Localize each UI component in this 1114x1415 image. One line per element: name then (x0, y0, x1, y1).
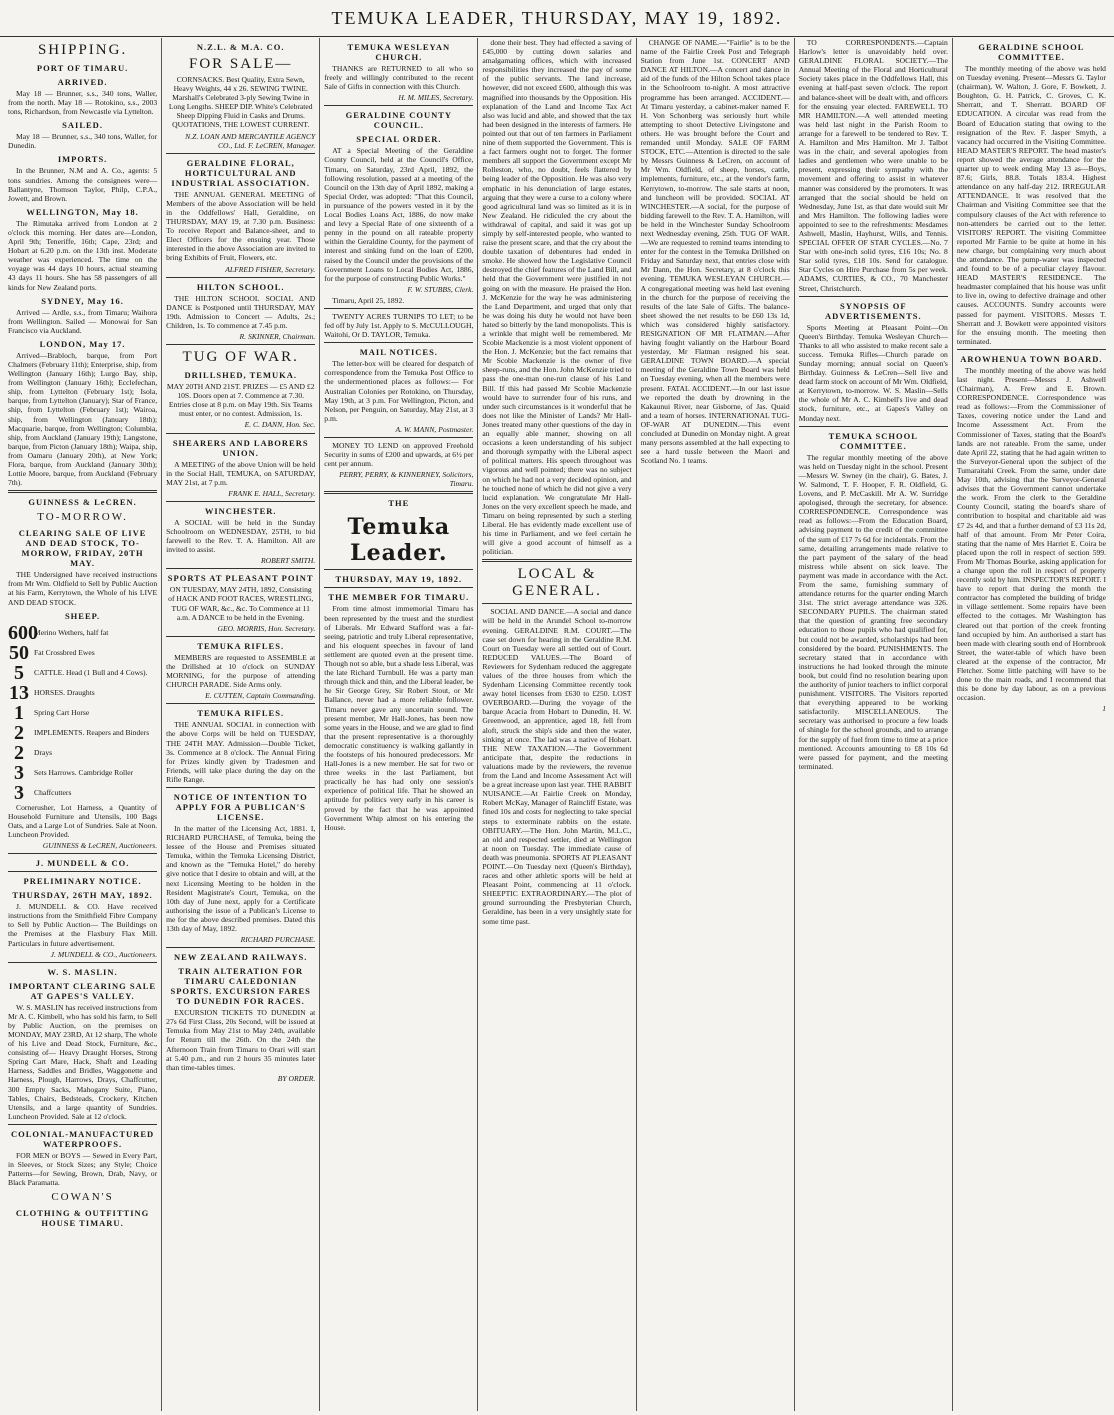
wellington-heading: WELLINGTON, May 18. (26, 206, 139, 217)
column-4 (478, 38, 636, 1411)
divider (324, 437, 473, 438)
lot-desc: IMPLEMENTS. Reapers and Binders (34, 728, 150, 738)
leader-continued-text: done their best. They had effected a saving of £45,000 by cutting down salaries and amalgamating offices, which with increased responsibilities they increased the pay of some of the public servants. The land increase, however, did not exceed £600, although this was magnified into thousands by the Opposition. His explanation of the Land and Income Tax Act also was lucid and able, and showed that the tax had been designed in the interests of farmers. He pointed out that out of ten farmers in Parliament nine of them supported the Government. This is a fact farmers ought not to forget. The former members all support the Government except Mr Rolleston, who, no doubt, feels flattered by being leader of the Opposition. He was also very emphatic in his denunciation of large estates, arguing that they were a curse to a colony where good agricultural land was so limited as it is in New Zealand. He ridiculed the cry about the withdrawal of capital, and said it was got up simply by self-interested people, who wanted to raise the present scare, and that the cry about the double taxation of debentures had ended in smoke. He showed how the Legislative Council destroyed the chief features of the Land Bill, and held that the Government were justified in not going on with the measure. He praised the Hon. J. McKenzie for the way he was administering the Land Department, and urged that only that he was doing his duty he would not have been hated so bitterly by the land monopolists. This is a wrinkle that might well be remembered. Mr Scobie Mackenzie is a most violent opponent of the Hon. J. McKenzie; but the fact remains that Mr Scobie Mackenzie is the owner of five sheep-runs, and the Hon. John McKenzie tried to pass the one-man one-run clause of his Land Bill. If this had passed Mr Scobie Mackenzie would have to surrender four of his runs, and under such circumstances is it wonderful that he does not like the Minister of Lands? Mr Hall-Jones treated many other questions of the day in an equally able manner, showing on all occasions a keen understanding of his subject and thorough sympathy with the Liberal aspect of political matters. His speech throughout was vigorous and well pointed; there was no subject on which he had not a very decided opinion, and he touched none of which he did not give a very lucid explanation. We congratulate Mr Hall-Jones on the very excellent speech he made, and Timaru on being represented by such a sterling Liberal. He has evidently made excellent use of his time in Parliament, and we feel certain he will give a good account of himself as a politician. (482, 38, 632, 557)
rail-heading: NEW ZEALAND RAILWAYS. (174, 952, 308, 963)
forsale-heading: FOR SALE— (188, 56, 293, 72)
divider (957, 349, 1106, 350)
winchester-heading: WINCHESTER. (204, 505, 277, 516)
lot-number: 600 (8, 621, 38, 644)
divider (8, 962, 157, 963)
forsale-items: CORNSACKS. Best Quality, Extra Sewn, Heavy Weights, 44 x 26. SEWING TWINE. Marshall's Celebrated 3-ply Sewing Twine in Long Lengths. SHEEP DIP. White's Celebrated Sheep Dipping Fluid in Casks and Drums. QUOTATIONS, THE LOWEST CURRENT. (168, 75, 313, 130)
lot-item (8, 763, 157, 783)
london-text: Arrived—Brabloch, barque, from Port Chalmers (February 11th); Enterprise, ship, from Wellington (January 16th); Lurgo Bay, ship, from Wellington (January 16th); Ecclefechan, ship, from Lyttelton (February 1st); Isola, barque, from Lyttelton (January); Star of France, ship, from Lyttelton (February 1st); Wairoa, ship, from Wellington (January 18th); Macquarie, barque, from Wellington; Columbia, ship, from Auckland (January 19th); Langstone, barque, from Picton (January 18th); Waipa, ship, from Oamaru (January 20th), at New York; Flora, barque, from Auckland (January 30th); Lottie Moore, barque, from Auckland (February 7th). (8, 350, 158, 488)
arrived-heading: ARRIVED. (57, 77, 108, 87)
lot-number: 2 (14, 741, 24, 764)
school-heading: TEMUKA SCHOOL COMMITTEE. (828, 430, 918, 451)
lot-desc: HORSES. Draughts (34, 688, 95, 698)
council-subheading: SPECIAL ORDER. (356, 134, 442, 145)
column-6 (795, 38, 953, 1411)
divider (166, 277, 315, 278)
lot-item (8, 743, 157, 763)
cowan-subheading: CLOTHING & OUTFITTING HOUSE TIMARU. (15, 1208, 150, 1229)
port-heading: PORT OF TIMARU. (36, 63, 129, 73)
license-heading: NOTICE OF INTENTION TO APPLY FOR A PUBLICAN'S LICENSE. (173, 791, 308, 822)
maslin-firm: W. S. MASLIN. (47, 966, 118, 977)
license-signature: RICHARD PURCHASE. (240, 935, 316, 945)
auction-tail: Cornerusher, Lot Harness, a Quantity of Household Furniture and Utensils, 100 Bags Oats, and a Large Lot of Sundries. Sale at Noon. Luncheon Provided. (8, 802, 158, 839)
sydney-text: Arrived — Ardle, s.s., from Timaru; Waihora from Wellington. Sailed — Monowai for San Francisco via Auckland. (8, 307, 158, 335)
council-text: AT a Special Meeting of the Geraldine County Council, held at the Council's Office, Timaru, on Saturday, 23rd April, 1892, the following resolution, passed at a meeting of the Council on the 13th day of April 1892, making a Special Order, was adopted: "That this Council, in pursuance of the powers vested in it by the Local Bodies Loans Act, 1886, do now make and levy a Special Rate of one sixteenth of a penny in the pound on all rateable property within the Geraldine County, for the payment of interest and sinking fund on the loan of £200, raised by the Council under the provisions of the Government Loans to Local Bodies Act, 1886, for the purpose of constructing Public Works." (324, 146, 474, 283)
wesleyan-text: THANKS are RETURNED to all who so freely and willingly contributed to the recent Sale of Gifts in connection with this Church. (324, 64, 474, 92)
column-3 (320, 38, 478, 1411)
turnips-text: TWENTY ACRES TURNIPS TO LET; to be fed off by July 1st. Apply to S. McCULLOUGH, Waitohi, Or D. TAYLOR, Temuka. (324, 311, 474, 340)
lot-desc: Spring Cart Horse (34, 708, 90, 718)
lot-item (8, 723, 157, 743)
imports-heading: IMPORTS. (57, 154, 108, 165)
winchester-signature: ROBERT SMITH. (261, 556, 316, 566)
tug-heading: TUG OF WAR. (182, 349, 299, 366)
auction-subheading: CLEARING SALE OF LIVE AND DEAD STOCK, TO-MORROW, FRIDAY, 20TH MAY. (18, 528, 147, 569)
lot-number: 3 (14, 781, 24, 804)
divider (166, 636, 315, 637)
lot-item (8, 703, 157, 723)
auction-firm: GUINNESS & LeCREN. (28, 497, 137, 508)
divider (324, 569, 473, 570)
geraldine-assoc-text: THE ANNUAL GENERAL MEETING of Members of the above Association will be held in the Oddfellows' Hall, Geraldine, on THURSDAY, MAY 19, at 7.30 p.m. Business: To receive Report and Balance-sheet, and to Elect Officers for the ensuing year. Those interested in the above Association are invited to bring Exhibits of Fruit, Flowers, etc. (166, 189, 316, 263)
divider (8, 871, 157, 872)
geraldine-school-heading: GERALDINE SCHOOL COMMITTEE. (978, 42, 1085, 62)
rail-text: EXCURSION TICKETS TO DUNEDIN at 27s 6d First Class, 20s Second, will be issued at Temuka from May 21st to May 24th, available for Return till the 26th. On the 24th the Afternoon Train from Timaru to Orari will start at 5.40 p.m., and run 2 hours 35 minutes later than time-tables times. (166, 1008, 316, 1072)
sports-text: ON TUESDAY, MAY 24TH, 1892, Consisting of HACK AND FOOT RACES, WRESTLING, TUG OF WAR, &c., &c. To Commence at 11 a.m. A DANCE to be held in the Evening. (168, 585, 314, 622)
colonial-heading: COLONIAL-MANUFACTURED WATERPROOFS. (10, 1128, 155, 1149)
shipping-heading: SHIPPING. (37, 42, 128, 58)
money-signature: PERRY, PERRY, & KINNERNEY, Solicitors, Timaru. (339, 470, 474, 489)
sports-heading: SPORTS AT PLEASANT POINT (167, 573, 314, 584)
london-heading: LONDON, May 17. (39, 338, 126, 349)
local-continued-text: CHANGE OF NAME.—"Fairlie" is to be the name of the Fairlie Creek Post and Telegraph Station from June 1st. CONCERT AND DANCE AT HILTON.—A concert and dance in aid of the funds of the Hilton School takes place in the Schoolroom to-night. A most attractive programme has been arranged. ACCIDENT.—At Timaru yesterday, a cabinet-maker named F. H. Von Schonberg was seriously hurt while attempting to shoot Detective Livingstone and others. He was brought before the Court and remanded until Monday. SALE OF FARM STOCK, ETC.—Attention is directed to the sale by Messrs Guinness & LeCren, on account of Mr Wm. Oldfield, of sheep, horses, cattle, implements, furniture, etc., at the vendor's farm, Kerrytown, to-morrow. The sale starts at noon, and luncheon will be provided. SOCIAL AT WINCHESTER.—A social, for the purpose of bidding farewell to the Rev. T. A. Hamilton, will be held in the Winchester Sunday Schoolroom next Wednesday evening, 25th. TUG OF WAR.—We are requested to remind teams intending to enter for the contest in the Temuka Drillshed on Friday and Saturday next, that entries close with Mr Dann, the Hon. Secretary, at 8 o'clock this evening. TEMUKA WESLEYAN CHURCH.—A congregational meeting was held last evening in the church for the purpose of receiving the results of the late Sale of Gifts. The balance-sheet showed the net results to be £60 13s 1d, which was considered highly satisfactory. RESIGNATION OF MR FLATMAN.—After having fought valiantly on the Harbour Board yesterday, Mr Flatman resigned his seat. GERALDINE TOWN BOARD.—A special meeting of the Geraldine Town Board was held on Tuesday evening, when all the members were present. FATAL ACCIDENT.—In our last issue we reported the death by drowning in the Kakaunui River, near Gisborne, of Jas. Quaid and a team of horses. INTERNATIONAL TUG-OF-WAR AT DUNEDIN.—This event concluded at Dunedin on Monday night. A great many persons assembled at the hall expecting to see a hard tussle between the Maori and Scotland No. 1 teams. (640, 38, 790, 466)
sailed-text: May 18 — Brunner, s.s., 340 tons, Waller, for Dunedin. (8, 132, 158, 151)
divider (166, 703, 315, 704)
drill-text: MAY 20TH AND 21ST. PRIZES — £5 AND £2 10S. Doors open at 7. Commence at 7.30. Entries close at 8 p.m. on May 19th. Six Teams must enter, or no contest. Admission, 1s. (166, 382, 315, 419)
mail-text: The letter-box will be cleared for despatch of correspondence from the Temuka Post Office to the undermentioned places as follows:— For Australian Colonies per Rotokino, on Thursday, May 19th, at 3 p.m. For Wellington, Picton, and Nelson, per Penguin, on Saturday, May 21st, at 3 p.m. (324, 359, 474, 423)
divider (324, 308, 473, 309)
shearers-signature: FRANK E. HALL, Secretary. (228, 488, 316, 498)
prelim-heading: PRELIMINARY NOTICE. (23, 876, 142, 887)
geraldine-school-text: The monthly meeting of the above was held on Tuesday evening. Present—Messrs G. Taylor (chairman), W. Walton, J. Gore, F. Bowkett, J. Boughton, G. H. Patrick, C. Groves, C. K. Sherratt, and T. Sherratt. BOARD OF EDUCATION. A circular was read from the Board of Education stating that owing to the resignation of the Rev. F. Jasper Smyth, a vacancy had occurred in the Visiting Committee. HEAD MASTER'S REPORT. The head master's report showed the average attendance for the quarter up to week ending May 13 as—Boys, 87.6; Girls, 88.8. Totals 183.4. Highest attendance on any half-day 212. IRREGULAR ATTENDANCE. It was resolved that the Chairman and Visiting Committee see that the compulsory clauses of the Act with reference to non-attenders be carried out to the letter. VISITORS' REPORT. The visiting Committee reported Mr Farnie to be quite at home in his new charge, but complaining very much about the attendance. The pump-water was inspected and found to be of a peculiar clayey flavour. HEAD MASTER'S RESIDENCE. The headmaster complained that his house was unfit to live in, owing to defective drainage and other causes. ACCOUNTS. Sundry accounts were passed for payment. VISITORS. Messrs T. Sherratt and J. Bowkett were appointed visitors for the ensuing month. The meeting then terminated. (956, 64, 1106, 346)
lot-number: 13 (9, 681, 29, 704)
divider (166, 344, 315, 345)
divider (166, 153, 315, 154)
geraldine-assoc-heading: GERALDINE FLORAL, HORTICULTURAL AND INDUSTRIAL ASSOCIATION. (171, 157, 310, 188)
school-text: The regular monthly meeting of the above was held on Tuesday night in the school. Present—Messrs W. Swney (in the chair), G. Bates, J. W. Salmond, T. F. Hooper, F. R. Oldfield, G. Lovens, and P. McCaskill. Mr A. W. Surridge apologised, through the secretary, for absence. CORRESPONDENCE. Correspondence was read as follows:—From the Education Board, advising payment to the credit of the committee of the sum of £17 7s 6d for incidentals. From the same, detailing arrangements made relative to the part payment of the salary of the head mistress while absent on sick leave. The payment was made in accordance with the Act. From the same, furnishing summary of attendance returns for the quarter ending March 31st. The strict average attendance was 326. SECONDARY PUPILS. The chairman stated that the question of granting free secondary education to those pupils who had qualified for, but could not be awarded, scholarships had been considered by the board. PUNISHMENTS. The secretary stated that in accordance with instructions he had looked through the minute book, but could find no resolution bearing upon the authority of junior teachers to inflict corporal punishment. VISITORS. The Visitors reported that everything appeared to be working satisfactorily. MISCELLANEOUS. The secretary was authorised to procure a few loads of shingle for the school grounds, and to arrange for the supply of fuel from time to time at a price mentioned. Accounts amounting to £8 10s 6d were passed for payment, and the meeting terminated. (798, 452, 948, 771)
member-heading: THE MEMBER FOR TIMARU. (328, 592, 470, 603)
sailed-heading: SAILED. (62, 120, 103, 131)
arowhenua-heading: AROWHENUA TOWN BOARD. (960, 353, 1103, 364)
divider (166, 433, 315, 434)
sydney-heading: SYDNEY, May 16. (41, 295, 124, 306)
local-heading: LOCAL & GENERAL. (512, 566, 602, 600)
winchester-text: A SOCIAL will be held in the Sunday Schoolroom on WEDNESDAY, 25TH, to bid farewell to the Rev. T. A. Hamilton. All are invited to assist. (166, 517, 316, 555)
hilton-heading: HILTON SCHOOL. (196, 281, 285, 292)
lot-item (8, 623, 157, 643)
hilton-signature: R. SKINNER, Chairman. (239, 331, 316, 341)
drill-signature: E. C. DANN, Hon. Sec. (244, 420, 316, 430)
lot-desc: Fat Crossbred Ewes (34, 648, 95, 658)
divider (482, 559, 631, 562)
wellington-text: The Rimutaka arrived from London at 2 o'clock this morning. Her dates are—London, April 9th; Teneriffe, 16th; Cape, 23rd; and Hobart at 6.20 p.m. on the 13th inst. Moderate weather was experienced. The time on the voyage was 44 days 10 hours, actual steaming 43 days 11 hours. She has 58 passengers of all kinds for New Zealand ports. (8, 218, 158, 292)
maslin-text: W. S. MASLIN has received instructions from Mr A. C. Kimbell, who has sold his farm, to Sell by Public Auction, on the premises on MONDAY, MAY 23RD, At 12 sharp, The whole of his Live and Dead Stock, Furniture, &c., consisting of— Heavy Draught Horses, Strong Spring Cart Mare, Hack, Shaft and Leading Harness, Saddles and Bridles, Waggonette and Harness, Plough, Harrows, Drays, Chaffcutter, 300 Empty Sacks, Mahogany Suite, Piano, Tables, Chairs, Bedsteads, Crockery, Kitchen Utensils, and a large quantity of Sundries. Luncheon Provided. Sale at 12 o'clock. (8, 1002, 158, 1121)
prelim-signature: J. MUNDELL & CO., Auctioneers. (50, 949, 158, 959)
mail-heading: MAIL NOTICES. (359, 347, 438, 358)
license-text: In the matter of the Licensing Act, 1881. I, RICHARD PURCHASE, of Temuka, being the lessee of the House and Premises situated Temuka, within the Temuka Licensing District, and known as the "Temuka Hotel," do hereby give notice that I desire to obtain and will, at the next Licensing Meeting to be holden in the Resident Magistrate's Court, Temuka, on the 10th day of June next, apply for a Certificate authorising the issue of a Publican's License to me for the above described premises. Dated this 13th day of May, 1892. (166, 823, 316, 933)
lot-desc: Chaffcutters (34, 788, 72, 798)
auction-text: THE Undersigned have received instructions from Mr Wm. Oldfield to Sell by Public Auction at his Farm, Kerrytown, the Whole of his LIVE AND DEAD STOCK. (8, 570, 158, 607)
rifles-text: MEMBERS are requested to ASSEMBLE at the Drillshed at 10 o'clock on SUNDAY MORNING, for the purpose of attending CHURCH PARADE. Side Arms only. (166, 652, 316, 690)
council-date: Timaru, April 25, 1892. (332, 295, 405, 305)
arowhenua-text: The monthly meeting of the above was held last night. Present—Messrs J. Ashwell (Chairman), A. Frew and E. Brown. CORRESPONDENCE. Correspondence was read as follows:—From the Commissioner of Taxes, covering notice under the Land and Income Assessment Act. From the Commissioner of Taxes, stating that the Board's lands are not rateable. From the same, under date April 22, stating that he had again written to the Surveyor-General upon the subject of the Tumaraitahi Creek. From the same, under date May 10th, advising that the Surveyor-General advises that the Government cannot undertake the work. From the clerk to the Geraldine County Council, stating the board's share of contribution to hospital and charitable aid was £7 2s 4d, and that a further demand of £3 11s 2d, half of that amount. From Mr Peter Coira, stating that the name of Mrs Harriet E. Coira be placed upon the roll in respect of section 599. From Mr Thomas Bourke, asking application for a change upon the roll in respect of property recently sold by him. INSPECTOR'S REPORT. I have to report that during the month the contractor has completed the building of bridge in village settlement. Some repairs have been effected to the cottages. Mr Washington has cleared out that portion of the creek fronting land occupied by him. An authorised a start has been made with clearing south end of Hornbrook Street, the water-table of which have been cleared at the expense of the contractor, Mr Fletcher. Some little patching will have to be done to the main roads, and I recommend that this be done by day labour, as on a previous occasion. (956, 365, 1106, 703)
member-text: From time almost immemorial Timaru has been represented by the truest and the sturdiest of Liberals. Mr Edward Stafford was a far-seeing, patriotic and truly Liberal representative, and his eloquent speeches in favour of land settlement are quoted even at the present time. Though not so able, but a shade less Liberal, was the late Richard Turnbull. He was a party man through thick and thin, and the Liberal leader, be he Sir George Grey, Sir Robert Stout, or Mr Ballance, never had a more reliable follower. Timaru never gave any uncertain sound. The present member, Mr Hall-Jones, has been now some years in the House, and we are glad to find that the present representative is a thoroughly democratic constituency is walking gallantly in the footsteps of his honoured predecessors. Mr Hall-Jones is a new member. He sat for two or three weeks in the last Parliament, but practically he has had only one session's experience of political life. That he showed an aptitude for politics very early in his career is proved by the fact that he was appointed Government Whip almost on his entering the House. (324, 604, 474, 832)
shearers-text: A MEETING of the above Union will be held in the Social Hall, TEMUKA, on SATURDAY, MAY 21st, at 7 p.m. (166, 459, 316, 487)
masthead-title: TEMUKA LEADER, THURSDAY, MAY 19, 1892. (331, 7, 783, 28)
divider (166, 947, 315, 948)
imports-text: In the Brunner, N.M and A. Co., agents: 5 tons sundries. Among the consignees were—Ballantyne, Thomson Taylor, Philp, C.P.A., Jowett, and Brown. (8, 166, 158, 203)
lot-number: 50 (9, 641, 29, 664)
forsale-signature: N.Z. LOAN AND MERCANTILE AGENCY CO., Ltd. F. LeCREN, Manager. (185, 131, 316, 150)
sheep-heading: SHEEP. (64, 610, 101, 621)
cowan-name: COWAN'S (51, 1191, 114, 1204)
divider (799, 426, 948, 427)
page-mark: 1 (1102, 704, 1106, 714)
money-text: MONEY TO LEND on approved Freehold Security in sums of £200 and upwards, at 6½ per cent per annum. (324, 441, 474, 469)
lot-list (8, 623, 157, 803)
rail-signature: BY ORDER. (277, 1073, 316, 1083)
lot-item (8, 643, 157, 663)
nzlma-firm: N.Z.L. & M.A. CO. (196, 42, 285, 52)
lot-number: 1 (14, 701, 24, 724)
divider (166, 568, 315, 569)
lot-item (8, 783, 157, 803)
paper-the: THE (388, 498, 410, 509)
lot-number: 2 (14, 721, 24, 744)
rail-subheading: TRAIN ALTERATION FOR TIMARU CALEDONIAN SPORTS. EXCURSION FARES TO DUNEDIN FOR RACES. (170, 966, 311, 1007)
council-signature: F. W. STUBBS, Clerk. (407, 284, 474, 294)
lot-number: 3 (14, 761, 24, 784)
arrived-text: May 18 — Brunner, s.s., 340 tons, Waller, from the north. May 18 — Rotokino, s.s., 2003 tons, Richardson, from Newcastle via Lyttelton. (8, 89, 158, 117)
sports-signature: GEO. MORRIS, Hon. Secretary. (217, 623, 316, 633)
geraldine-assoc-signature: ALFRED FISHER, Secretary. (225, 264, 316, 274)
drill-heading: DRILLSHED, TEMUKA. (184, 370, 297, 381)
divider (8, 1124, 157, 1125)
synopsis-heading: SYNOPSIS OF ADVERTISEMENTS. (824, 300, 922, 321)
maslin-heading: IMPORTANT CLEARING SALE AT GAPES'S VALLEY. (9, 980, 157, 1001)
mundell-firm: J. MUNDELL & CO. (35, 858, 130, 869)
auction-signature: GUINNESS & LeCREN, Auctioneers. (42, 841, 158, 851)
mail-signature: A. W. MANN, Postmaster. (395, 424, 474, 434)
divider (8, 853, 157, 854)
paper-date: THURSDAY, MAY 19, 1892. (335, 574, 463, 585)
council-heading: GERALDINE COUNTY COUNCIL. (345, 110, 453, 131)
lot-desc: CATTLE. Head (1 Bull and 4 Cows). (34, 668, 148, 678)
column-1 (4, 38, 162, 1411)
correspondents-text: TO CORRESPONDENTS.—Captain Harlow's letter is unavoidably held over. GERALDINE FLORAL SOCIETY.—The Annual Meeting of the Floral and Horticultural Society takes place in the Oddfellows Hall, this evening at half-past seven o'clock. The report and balance-sheet will be dealt with, and officers for the ensuing year elected. FAREWELL TO MR HAMILTON.—A well attended meeting was held last night in the Parish Room to arrange for a farewell to be tendered to Rev. T. A. Hamilton and Mrs Hamilton. Mr J. Talbot was in the chair, and several apologies from ladies and gentlemen who were unable to be present, expressing their sympathy with the movement and offering to assist in whatever manner was considered by the promoters. It was arranged that the social should be held on Wednesday, June 1st, as that date would suit Mr and Mrs Hamilton. The following ladies were appointed to see to the refreshments: Mesdames Ashwell, Maslin, Hayhurst, Wills, and Tennis. SPECIAL OFFER OF STAR CYCLES.—No. 7 Star with one-inch solid tyres, £16 10s; No. 8 Star solid tyres, £18 10s. Send for catalogue. Star Cycles on Hire Purchase from 5s per week. ADAMS, CURTIES, & CO., 70 Manchester Street, Christchurch. (798, 38, 948, 293)
lot-desc: Sets Harrows. Cambridge Roller (34, 768, 134, 778)
column-5 (637, 38, 795, 1411)
synopsis-text: Sports Meeting at Pleasant Point—On Queen's Birthday. Temuka Wesleyan Church—Thanks to all who assisted to make recent sale a success. Temuka Rifles—Church parade on Sunday morning; annual social on Queen's Birthday. Guinness & LeCren—Sell live and dead farm stock on account of Mr Wm. Oldfield, at Kerrytown, to-morrow. W. S. Maslin—Sells the whole of Mr A. C. Kimbell's live and dead stock, furniture, etc., at Gapes's Valley on Monday next. (798, 322, 948, 423)
auction-heading: TO-MORROW. (37, 511, 128, 524)
divider (324, 105, 473, 106)
paper-nameplate: Temuka Leader. (347, 514, 451, 567)
rifles2-heading: TEMUKA RIFLES. (197, 708, 285, 719)
divider (324, 587, 473, 588)
prelim-text: J. MUNDELL & CO. Have received instructions from the Smithfield Fibre Company to Sell by Public Auction— The Buildings on the Premises at the Flaxbury Flax Mill. Particulars in future advertisement. (8, 902, 158, 948)
lot-desc: Merino Wethers, half fat (34, 628, 109, 638)
divider (324, 491, 473, 494)
wesleyan-heading: TEMUKA WESLEYAN CHURCH. (347, 42, 451, 62)
divider (8, 490, 157, 493)
colonial-text: FOR MEN or BOYS — Sewed in Every Part, in Sleeves, or Stock Sizes; any Style; Choice Patterns—for Sewing, Brown, Drab, Navy, or Black Paramatta. (8, 1150, 158, 1188)
column-2 (162, 38, 320, 1411)
lot-desc: Drays (34, 748, 53, 758)
column-7 (953, 38, 1110, 1411)
rifles-heading: TEMUKA RIFLES. (197, 640, 285, 651)
divider (166, 787, 315, 788)
divider (324, 342, 473, 343)
prelim-date: THURSDAY, 26TH MAY, 1892. (12, 890, 153, 901)
hilton-text: THE HILTON SCHOOL SOCIAL AND DANCE is Postponed until THURSDAY, MAY 19th. Admission to Concert — Adults, 2s.; Children, 1s. To commence at 7.45 p.m. (166, 293, 316, 330)
rifles-signature: E. CUTTEN, Captain Commanding. (205, 691, 316, 701)
lot-item (8, 683, 157, 703)
lot-item (8, 663, 157, 683)
rifles2-text: THE ANNUAL SOCIAL in connection with the above Corps will be held on TUESDAY, THE 24TH MAY. Admission—Double Ticket, 3s. Commence at 8 o'clock. The Annual Firing for Prizes kindly given by Tradesmen and Friends, will take place during the day on the Rifle Range. (166, 720, 316, 784)
masthead (0, 0, 1114, 37)
lot-number: 5 (14, 661, 24, 684)
local-text: SOCIAL AND DANCE.—A social and dance will be held in the Arundel School to-morrow evening. GERALDINE R.M. COURT.—The case set down for hearing in the Geraldine R.M. Court on Tuesday were all settled out of Court. REDUCED VALUES.—The Board of Reviewers for Sydenham reduced the aggregate values of the three houses from which the Sydenham Licensing Committee recently took away hotel licenses from £630 to £250. LOST OVERBOARD.—During the voyage of the barque Acacia from Hobart to Dunedin, H. W. Greenwood, an apprentice, aged 18, fell from aloft, struck the ship's side and then the water, sinking at once. The lad was a native of Hobart. THE NEW TAXATION.—The Government anticipate that, despite the reductions in valuations made by the reviewers, the revenue from the Land and Income Assessment Act will be a great increase upon last year. THE RABBIT NUISANCE.—At Fairlie Creek on Monday, Robert McKay, Manager of Raincliff Estate, was fined 10s and costs for neglecting to take special steps to exterminate rabbits on the estate. OBITUARY.—The Hon. John Martin, M.L.C., an old and respected settler, died at Wellington at noon on Tuesday. The immediate cause of death was pneumonia. SPORTS AT PLEASANT POINT.—On Tuesday next (Queen's Birthday), races and other athletic sports will be held at Pleasant Point, commencing at 11 o'clock. SHEEPTIC EXTRAORDINARY.—The plot of ground surrounding the Presbyterian Church, Geraldine, has been in a very unsightly state for some time past. (482, 607, 632, 926)
divider (799, 296, 948, 297)
divider (166, 501, 315, 502)
wesleyan-signature: H. M. MILES, Secretary. (398, 93, 474, 103)
columns (4, 38, 1110, 1411)
divider (482, 603, 631, 604)
shearers-heading: SHEARERS AND LABORERS UNION. (172, 437, 309, 458)
